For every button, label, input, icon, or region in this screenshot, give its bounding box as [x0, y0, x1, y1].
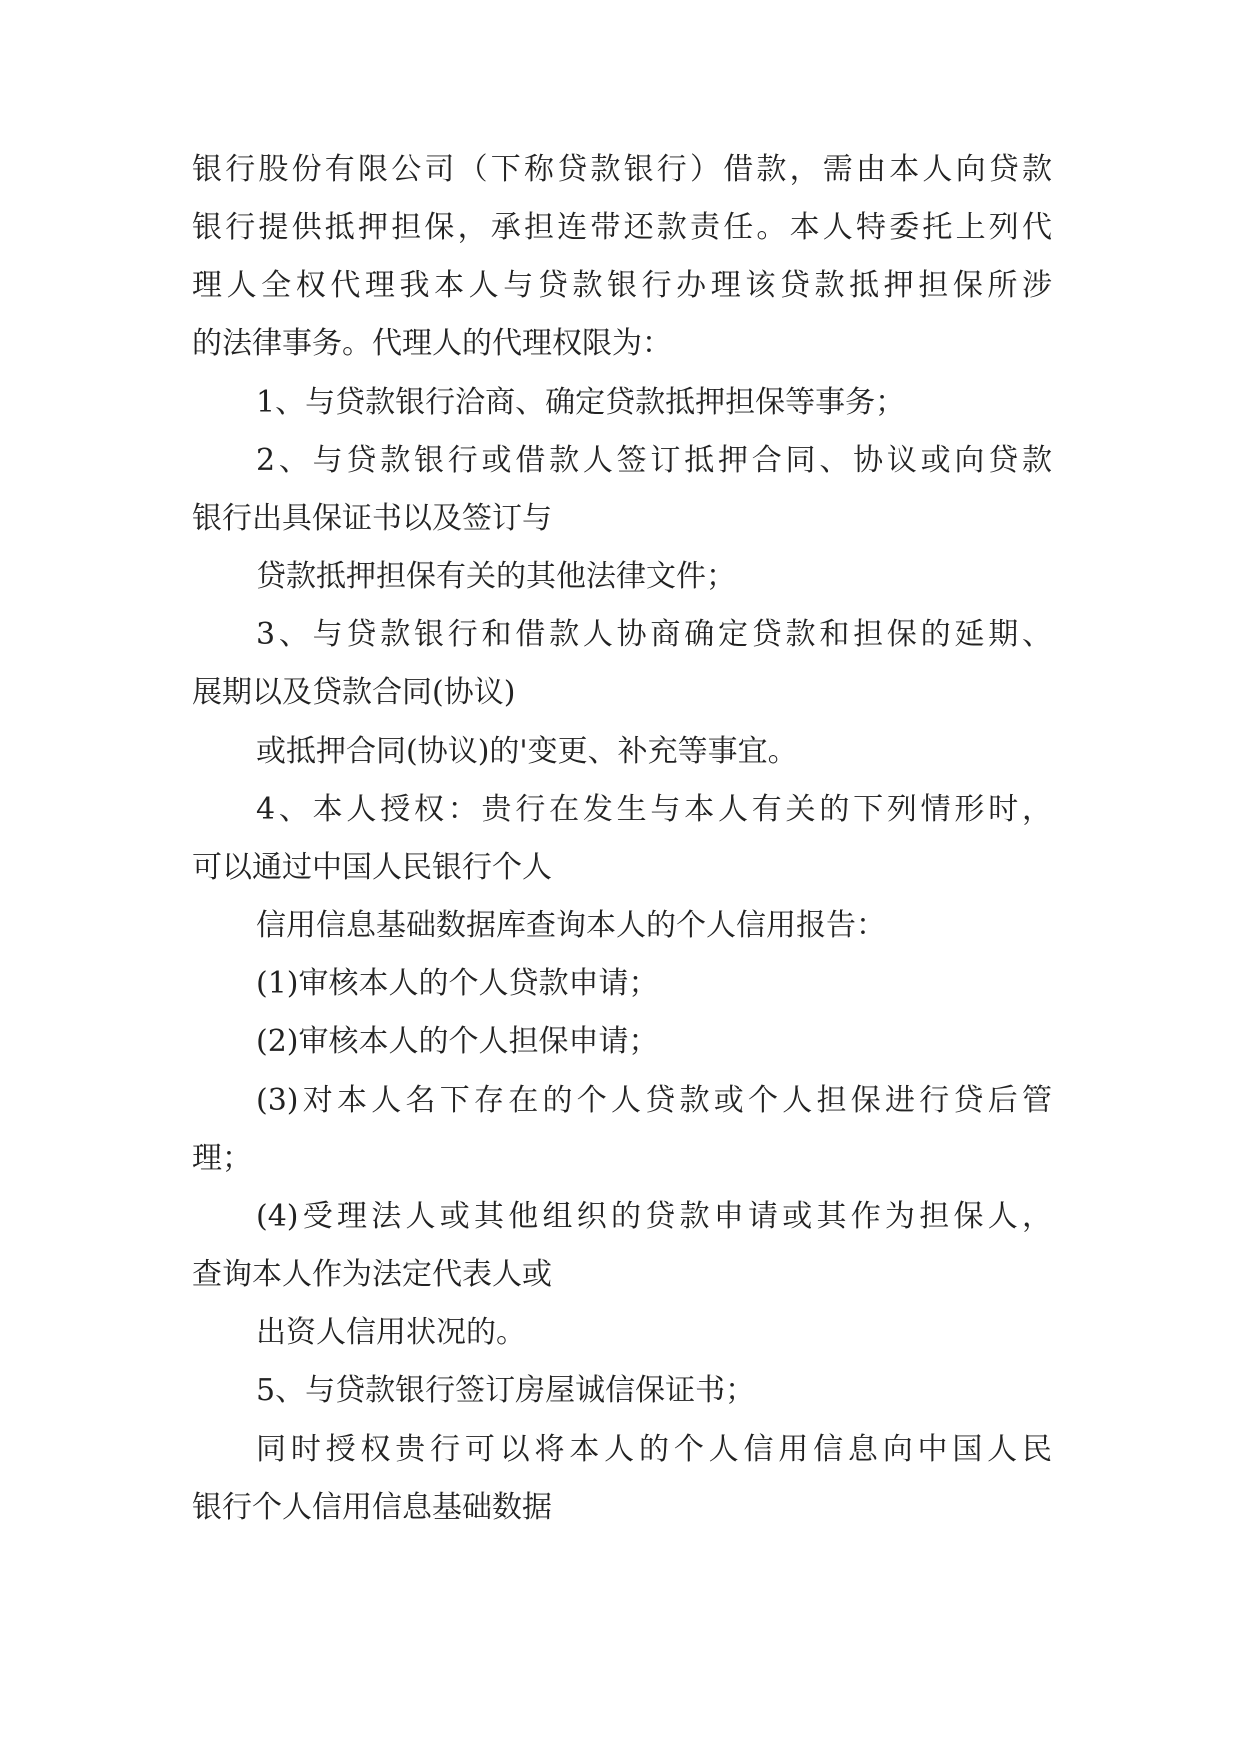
sub-item-4-continuation: 出资人信用状况的。 [256, 1315, 526, 1350]
list-item-1: 1、与贷款银行洽商、确定贷款抵押担保等事务； [256, 385, 906, 420]
list-item-4: 4、本人授权：贵行在发生与本人有关的下列情形时， [256, 792, 1052, 827]
sub-item-4-continuation: 查询本人作为法定代表人或 [192, 1257, 552, 1292]
list-item-5: 5、与贷款银行签订房屋诚信保证书； [256, 1373, 756, 1408]
sub-item-3-continuation: 理； [192, 1141, 252, 1176]
list-item-3-continuation: 展期以及贷款合同(协议) [192, 675, 516, 710]
sub-item-1: (1)审核本人的个人贷款申请； [256, 966, 659, 1001]
list-item-4-continuation: 信用信息基础数据库查询本人的个人信用报告： [256, 908, 886, 943]
paragraph-line: 银行股份有限公司（下称贷款银行）借款，需由本人向贷款 [192, 152, 1052, 187]
list-item-2: 2、与贷款银行或借款人签订抵押合同、协议或向贷款 [256, 443, 1052, 478]
list-item-2-continuation: 贷款抵押担保有关的其他法律文件； [256, 559, 736, 594]
list-item-3: 3、与贷款银行和借款人协商确定贷款和担保的延期、 [256, 617, 1052, 652]
paragraph-line: 同时授权贵行可以将本人的个人信用信息向中国人民 [256, 1432, 1052, 1467]
list-item-2-continuation: 银行出具保证书以及签订与 [192, 501, 552, 536]
sub-item-4: (4)受理法人或其他组织的贷款申请或其作为担保人， [256, 1199, 1052, 1234]
list-item-4-continuation: 可以通过中国人民银行个人 [192, 850, 552, 885]
paragraph-line: 的法律事务。代理人的代理权限为： [192, 326, 672, 361]
list-item-3-continuation: 或抵押合同(协议)的'变更、补充等事宜。 [256, 734, 798, 769]
paragraph-line: 银行个人信用信息基础数据 [192, 1490, 552, 1525]
paragraph-line: 理人全权代理我本人与贷款银行办理该贷款抵押担保所涉 [192, 268, 1052, 303]
sub-item-3: (3)对本人名下存在的个人贷款或个人担保进行贷后管 [256, 1083, 1052, 1118]
paragraph-line: 银行提供抵押担保，承担连带还款责任。本人特委托上列代 [192, 210, 1052, 245]
sub-item-2: (2)审核本人的个人担保申请； [256, 1024, 659, 1059]
